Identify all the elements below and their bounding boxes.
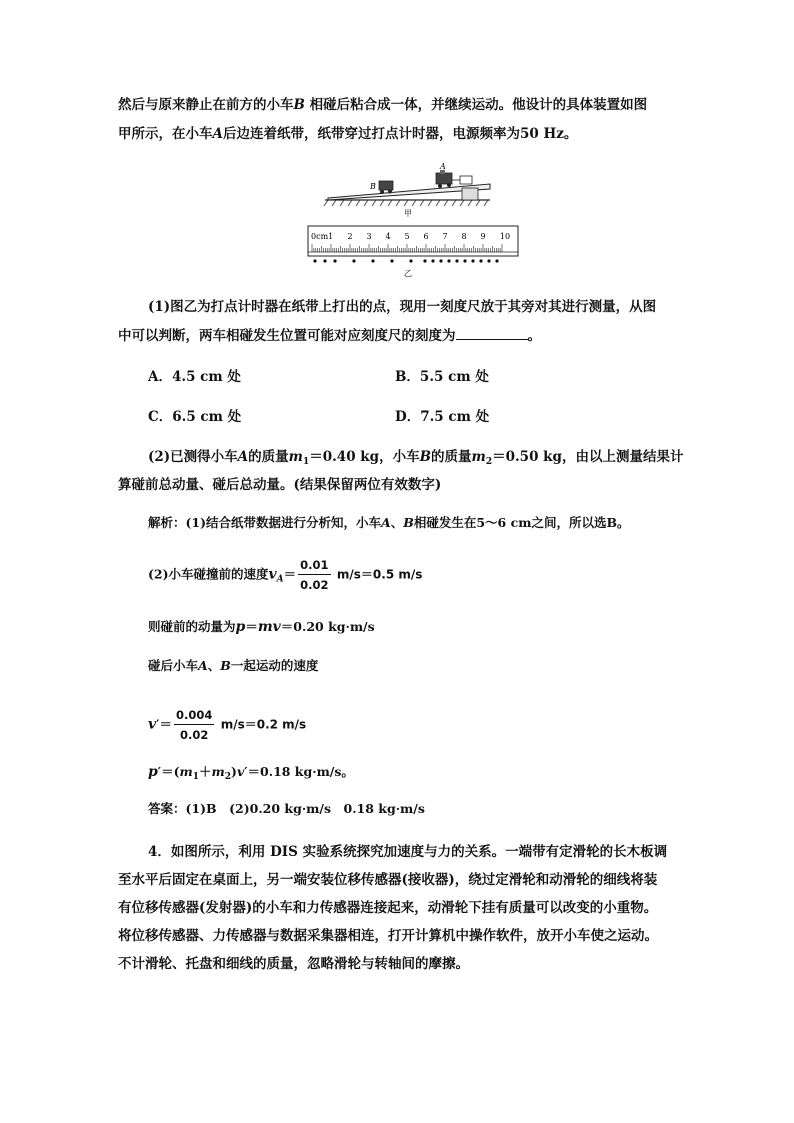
q1-line-1: (1)图乙为打点计时器在纸带上打出的点，现用一刻度尺放于其旁对其进行测量，从图 <box>148 299 657 315</box>
ruler-label: 2 <box>347 232 353 241</box>
ruler-label: 7 <box>442 232 448 241</box>
q1-line-2 <box>118 325 541 346</box>
solution-text: ＝ <box>245 619 258 634</box>
velocity-symbol: v <box>268 566 277 583</box>
intro-line-1 <box>118 95 647 115</box>
support-block <box>462 188 478 200</box>
solution-text: 、 <box>390 515 404 530</box>
figure-label-a: A <box>440 162 446 171</box>
solution-text: (2)小车碰撞前的速度 <box>148 566 269 582</box>
ruler <box>308 226 518 256</box>
mass-subscript: 1 <box>302 457 310 467</box>
ruler-label: 4 <box>385 232 391 241</box>
solution-text: ＝ <box>283 566 297 582</box>
solution-line-2 <box>148 558 422 592</box>
ruler-label: 3 <box>366 232 372 241</box>
fraction-vprime <box>174 708 214 742</box>
fraction-denominator: 0.02 <box>179 728 209 742</box>
ruler-label: 8 <box>461 232 467 241</box>
solution-text: ＋ <box>199 764 212 779</box>
solution-text: 解析：(1)结合纸带数据进行分析知，小车 <box>148 515 382 530</box>
fraction-va <box>298 558 330 592</box>
car-a-label: A <box>212 126 223 142</box>
q4-line-3: 有位移传感器(发射器)的小车和力传感器连接起来，动滑轮下挂有质量可以改变的小重物。 <box>118 900 658 916</box>
momentum-after: ＝0.18 kg·m/s。 <box>247 764 354 779</box>
velocity-subscript: A <box>276 574 284 585</box>
option-b[interactable] <box>395 367 489 387</box>
momentum-symbol: p <box>148 764 158 780</box>
q2-line-1 <box>148 447 683 472</box>
car-b-label: B <box>220 658 231 673</box>
intro-line-2 <box>118 124 577 144</box>
option-text: 4.5 cm 处 <box>171 369 241 385</box>
answer-blank[interactable] <box>456 325 528 340</box>
intro-text: 甲所示，在小车 <box>118 126 213 142</box>
q2-text: ＝0.50 kg，由以上测量结果计 <box>492 449 684 465</box>
q2-text: 的质量 <box>431 449 472 465</box>
cart-a <box>436 170 452 188</box>
option-letter: B． <box>395 369 420 385</box>
q2-text: ＝0.40 kg，小车 <box>309 449 420 465</box>
car-a-label: A <box>198 658 208 673</box>
intro-text: 相碰后粘合成一体，并继续运动。他设计的具体装置如图 <box>309 97 648 113</box>
momentum-before: ＝0.20 kg·m/s <box>280 619 375 634</box>
prime-mark: ′ <box>157 764 162 779</box>
frequency-value: 50 Hz <box>519 126 564 142</box>
solution-text: 相碰发生在 <box>413 515 477 530</box>
solution-text: ) <box>231 764 237 779</box>
option-text: 7.5 cm 处 <box>420 409 490 425</box>
ruler-label: 10 <box>499 232 511 241</box>
velocity-symbol: v <box>148 716 157 733</box>
solution-line-3 <box>148 618 375 636</box>
prime-mark: ′ <box>156 716 160 732</box>
q1-text: 中可以判断，两车相碰发生位置可能对应刻度尺的刻度为 <box>118 328 456 344</box>
incline-apparatus <box>324 162 490 218</box>
option-d[interactable] <box>395 407 489 427</box>
option-c[interactable] <box>148 407 241 427</box>
mass-symbol: m <box>179 764 193 779</box>
timer <box>452 176 472 184</box>
mass-symbol: m <box>288 449 303 465</box>
car-a-label: A <box>237 449 249 465</box>
figure-caption-jia: 甲 <box>404 209 412 218</box>
velocity-result: m/s＝0.5 m/s <box>336 567 423 582</box>
solution-text: 、 <box>207 658 221 673</box>
prime-mark: ′ <box>244 764 248 779</box>
option-letter: C． <box>148 409 173 425</box>
ruler-label-0-1: 0cm1 <box>311 232 334 241</box>
solution-line-5 <box>148 708 306 742</box>
experiment-figure <box>300 160 520 280</box>
solution-line-1 <box>148 514 630 532</box>
intro-text: 。 <box>563 126 578 142</box>
solution-text: 碰后小车 <box>148 658 199 673</box>
q4-line-1: 4．如图所示，利用 DIS 实验系统探究加速度与力的关系。一端带有定滑轮的长木板调 <box>148 844 668 860</box>
velocity-after-result: m/s＝0.2 m/s <box>220 717 307 732</box>
option-text: 6.5 cm 处 <box>172 409 242 425</box>
solution-line-6 <box>148 763 354 786</box>
velocity-symbol: v <box>236 764 245 779</box>
q2-line-2: 算碰前总动量、碰后总动量。(结果保留两位有效数字) <box>118 477 442 493</box>
solution-text: ＝( <box>161 764 180 779</box>
mass-subscript: 1 <box>192 772 200 782</box>
ruler-label: 9 <box>480 232 486 241</box>
q2-text: 的质量 <box>248 449 289 465</box>
solution-text: 则碰前的动量为 <box>148 619 236 634</box>
figure-label-b: B <box>370 182 376 191</box>
solution-line-4 <box>148 657 318 675</box>
tape-dots <box>313 259 498 262</box>
fraction-numerator: 0.01 <box>298 558 330 575</box>
momentum-symbol: p <box>235 619 246 635</box>
figure-caption-yi: 乙 <box>404 269 412 278</box>
option-a[interactable] <box>148 367 241 387</box>
q4-line-2: 至水平后固定在桌面上，另一端安装位移传感器(接收器)，绕过定滑轮和动滑轮的细线将装 <box>118 872 658 888</box>
solution-text: 。 <box>617 515 630 530</box>
car-b-label: B <box>293 97 305 113</box>
mass-subscript: 2 <box>224 772 232 782</box>
car-b-label: B <box>403 515 414 530</box>
ruler-label: 6 <box>423 232 429 241</box>
solution-text: ＝ <box>159 716 172 732</box>
mass-subscript: 2 <box>485 457 493 467</box>
cart-b <box>379 181 393 194</box>
solution-text: 之间，所以选 <box>531 515 607 530</box>
car-a-label: A <box>381 515 391 530</box>
solution-text: 一起运动的速度 <box>230 658 319 673</box>
q2-text: (2)已测得小车 <box>148 449 238 465</box>
option-letter: A． <box>148 369 172 385</box>
mass-symbol: m <box>211 764 225 779</box>
q4-line-4: 将位移传感器、力传感器与数据采集器相连，打开计算机中操作软件，放开小车使之运动。 <box>118 928 658 944</box>
car-b-label: B <box>419 449 432 465</box>
fraction-numerator: 0.004 <box>174 708 214 725</box>
chosen-option: B <box>606 515 618 530</box>
collision-range: 5～6 cm <box>476 515 532 530</box>
fraction-denominator: 0.02 <box>300 578 329 592</box>
ruler-label: 5 <box>404 232 410 241</box>
intro-text: 然后与原来静止在前方的小车 <box>118 97 294 113</box>
answer-line: 答案：(1)B (2)0.20 kg·m/s 0.18 kg·m/s <box>148 801 425 816</box>
q4-line-5: 不计滑轮、托盘和细线的质量，忽略滑轮与转轴间的摩擦。 <box>118 956 469 972</box>
option-letter: D． <box>395 409 421 425</box>
mv-expression: mv <box>257 619 281 635</box>
intro-text: 后边连着纸带，纸带穿过打点计时器，电源频率为 <box>222 126 520 142</box>
option-text: 5.5 cm 处 <box>419 369 489 385</box>
q1-text: 。 <box>527 328 541 344</box>
mass-symbol: m <box>471 449 486 465</box>
